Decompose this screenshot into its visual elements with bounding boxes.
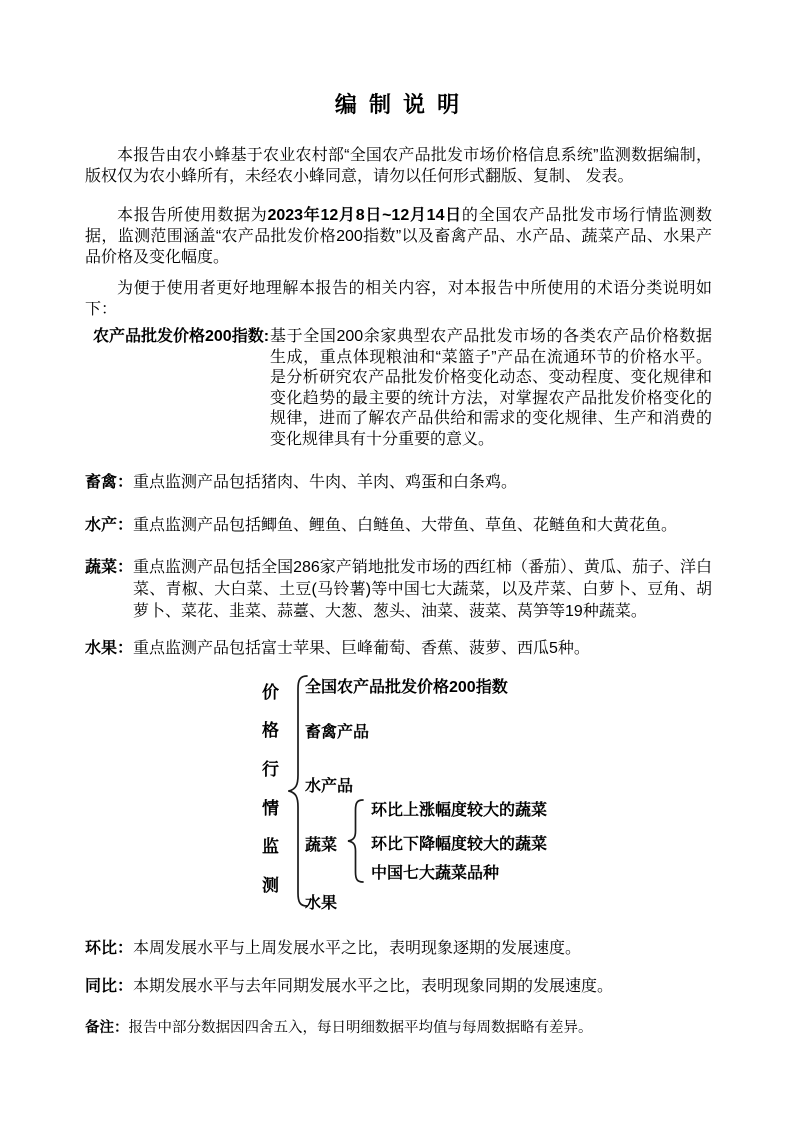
term-yoy-definition: 本期发展水平与去年同期发展水平之比，表明现象同期的发展速度。 bbox=[133, 978, 614, 995]
diagram-root-char-6: 测 bbox=[262, 876, 279, 895]
term-mom-label: 环比： bbox=[85, 940, 134, 957]
term-index200-definition: 基于全国200余家典型农产品批发市场的各类农产品价格数据生成，重点体现粮油和“菜篮子”产品在流通环节的价格水平。是分析研究农产品批发价格变化动态、变动程度、变化规律和变化趋势的最主要的统计方法，对掌握农产品批发价格变化的规律，进而了解农产品供给和需求的变化规律、生产和消费的变化规律具有十分重要的意义。 bbox=[270, 328, 712, 448]
term-yoy bbox=[85, 976, 712, 997]
term-index200-label: 农产品批发价格200指数: bbox=[93, 328, 270, 345]
term-aquatic bbox=[85, 515, 712, 537]
diagram-root-char-3: 行 bbox=[262, 760, 279, 779]
term-aquatic-label: 水产： bbox=[85, 517, 134, 534]
term-mom bbox=[85, 938, 712, 959]
term-mom-definition: 本周发展水平与上周发展水平之比，表明现象逐期的发展速度。 bbox=[133, 940, 582, 957]
page-title: 编 制 说 明 bbox=[334, 92, 463, 117]
term-vegetables-definition: 重点监测产品包括全国286家产销地批发市场的西红柿（番茄）、黄瓜、茄子、洋白菜、青椒、大白菜、土豆(马铃薯)等中国七大蔬菜，以及芹菜、白萝卜、豆角、胡萝卜、菜花、韭菜、蒜薹、大葱、葱头、油菜、菠菜、莴笋等19种蔬菜。 bbox=[133, 559, 712, 620]
term-note-definition: 报告中部分数据因四舍五入，每日明细数据平均值与每周数据略有差异。 bbox=[128, 1020, 593, 1036]
term-aquatic-definition: 重点监测产品包括鲫鱼、鲤鱼、白鲢鱼、大带鱼、草鱼、花鲢鱼和大黄花鱼。 bbox=[133, 517, 678, 534]
diagram-subnode-veg-up: 环比上涨幅度较大的蔬菜 bbox=[371, 802, 548, 819]
term-fruits-label: 水果： bbox=[85, 640, 134, 657]
diagram-node-index200: 全国农产品批发价格200指数 bbox=[305, 679, 508, 696]
term-note bbox=[85, 1018, 712, 1039]
copyright-paragraph: 本报告由农小蜂基于农业农村部“全国农产品批发市场价格信息系统”监测数据编制，版权仅为农小蜂所有，未经农小蜂同意，请勿以任何形式翻版、复制、 发表。 bbox=[85, 147, 712, 185]
diagram-root-char-2: 格 bbox=[262, 721, 279, 740]
diagram-root-char-5: 监 bbox=[262, 837, 279, 856]
date-range: 2023年12月8日~12月14日 bbox=[267, 207, 462, 224]
diagram-subnode-veg-down: 环比下降幅度较大的蔬菜 bbox=[371, 836, 548, 853]
term-yoy-label: 同比： bbox=[85, 978, 134, 995]
term-index200 bbox=[85, 327, 712, 450]
term-note-label: 备注： bbox=[85, 1020, 129, 1036]
diagram-node-aquatic: 水产品 bbox=[305, 778, 354, 795]
diagram-node-livestock: 畜禽产品 bbox=[305, 724, 370, 741]
term-vegetables bbox=[85, 557, 712, 623]
term-vegetables-label: 蔬菜： bbox=[85, 559, 134, 576]
diagram-root-char-1: 价 bbox=[262, 683, 279, 702]
diagram-node-fruits: 水果 bbox=[305, 895, 338, 912]
p2-prefix: 本报告所使用数据为 bbox=[117, 207, 268, 224]
diagram-subnode-veg-seven: 中国七大蔬菜品种 bbox=[371, 865, 500, 882]
price-monitoring-diagram bbox=[85, 673, 712, 923]
data-scope-paragraph bbox=[85, 205, 712, 268]
diagram-root-char-4: 情 bbox=[262, 799, 279, 818]
term-livestock bbox=[85, 472, 712, 494]
diagram-node-vegetables: 蔬菜 bbox=[305, 837, 338, 854]
term-livestock-definition: 重点监测产品包括猪肉、牛肉、羊肉、鸡蛋和白条鸡。 bbox=[133, 474, 518, 491]
p2-suffix: 的全国农产品批发市场行情监测数据，监测范围涵盖“农产品批发价格200指数”以及畜禽产品、水产品、蔬菜产品、水果产品价格及变化幅度。 bbox=[85, 207, 712, 266]
terms-intro-paragraph: 为便于使用者更好地理解本报告的相关内容，对本报告中所使用的术语分类说明如下： bbox=[85, 280, 712, 318]
term-fruits bbox=[85, 638, 712, 660]
small-brace-icon bbox=[347, 799, 364, 883]
term-fruits-definition: 重点监测产品包括富士苹果、巨峰葡萄、香蕉、菠萝、西瓜5种。 bbox=[133, 640, 590, 657]
term-livestock-label: 畜禽： bbox=[85, 474, 134, 491]
